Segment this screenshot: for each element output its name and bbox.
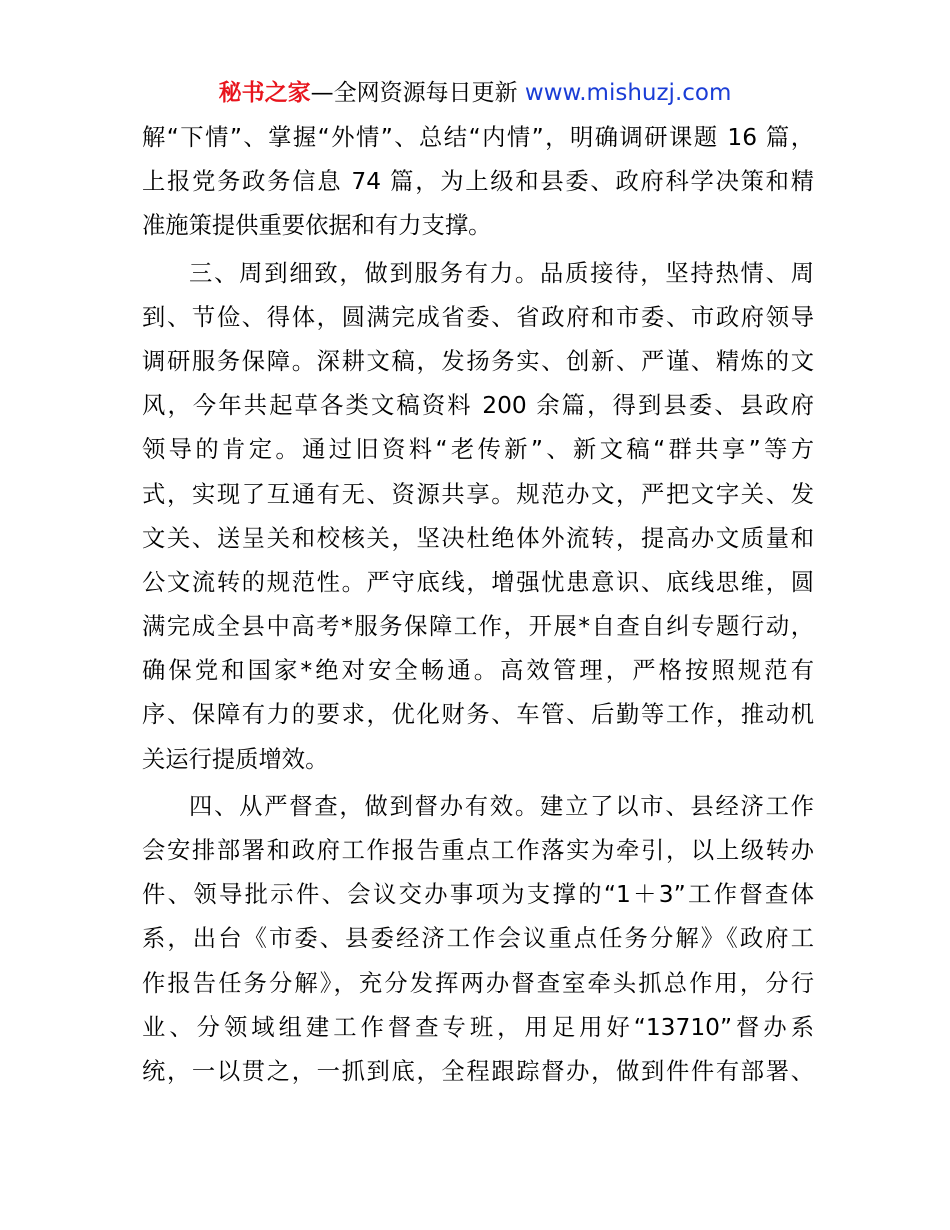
text-line: 风，今年共起草各类文稿资料 200 余篇，得到县委、县政府 [142,392,814,420]
text-line: 作报告任务分解》，充分发挥两办督查室牵头抓总作用，分行 [142,969,814,997]
text-line: 上报党务政务信息 74 篇，为上级和县委、政府科学决策和精 [142,168,814,196]
text-line: 系，出台《市委、县委经济工作会议重点任务分解》《政府工 [142,925,814,953]
document-body [142,116,814,1097]
text-line: 确保党和国家*绝对安全畅通。高效管理，严格按照规范有 [142,657,814,685]
text-line: 四、从严督查，做到督办有效。建立了以市、县经济工作 [189,792,814,820]
text-line: 文关、送呈关和校核关，坚决杜绝体外流转，提高办文质量和 [142,524,814,552]
text-line: 序、保障有力的要求，优化财务、车管、后勤等工作，推动机 [142,701,814,729]
site-link[interactable]: www.mishuzj.com [524,80,732,106]
paragraph-1 [142,116,814,249]
header-tagline: —全网资源每日更新 [310,80,525,106]
text-line: 式，实现了互通有无、资源共享。规范办文，严把文字关、发 [142,480,814,508]
text-line: 解“下情”、掌握“外情”、总结“内情”，明确调研课题 16 篇， [142,124,814,151]
brand-name: 秘书之家 [218,80,311,106]
paragraph-2 [142,252,814,782]
text-line: 到、节俭、得体，圆满完成省委、省政府和市委、市政府领导 [142,303,814,331]
text-line: 满完成全县中高考*服务保障工作，开展*自查自纠专题行动， [142,613,814,641]
text-line: 三、周到细致，做到服务有力。品质接待，坚持热情、周 [189,259,814,287]
text-line: 关运行提质增效。 [142,745,329,773]
text-line: 调研服务保障。深耕文稿，发扬务实、创新、严谨、精炼的文 [142,347,814,375]
text-line: 业、分领域组建工作督查专班，用足用好“13710”督办系 [142,1013,814,1041]
paragraph-3 [142,785,814,1094]
text-line: 件、领导批示件、会议交办事项为支撑的“1＋3”工作督查体 [142,881,814,909]
text-line: 领导的肯定。通过旧资料“老传新”、新文稿“群共享”等方 [142,436,814,464]
text-line: 会安排部署和政府工作报告重点工作落实为牵引，以上级转办 [142,837,814,864]
text-line: 公文流转的规范性。严守底线，增强忧患意识、底线思维，圆 [142,568,814,596]
text-line: 统，一以贯之，一抓到底，全程跟踪督办，做到件件有部署、 [142,1057,814,1085]
page-header [0,78,950,108]
text-line: 准施策提供重要依据和有力支撑。 [142,212,492,240]
